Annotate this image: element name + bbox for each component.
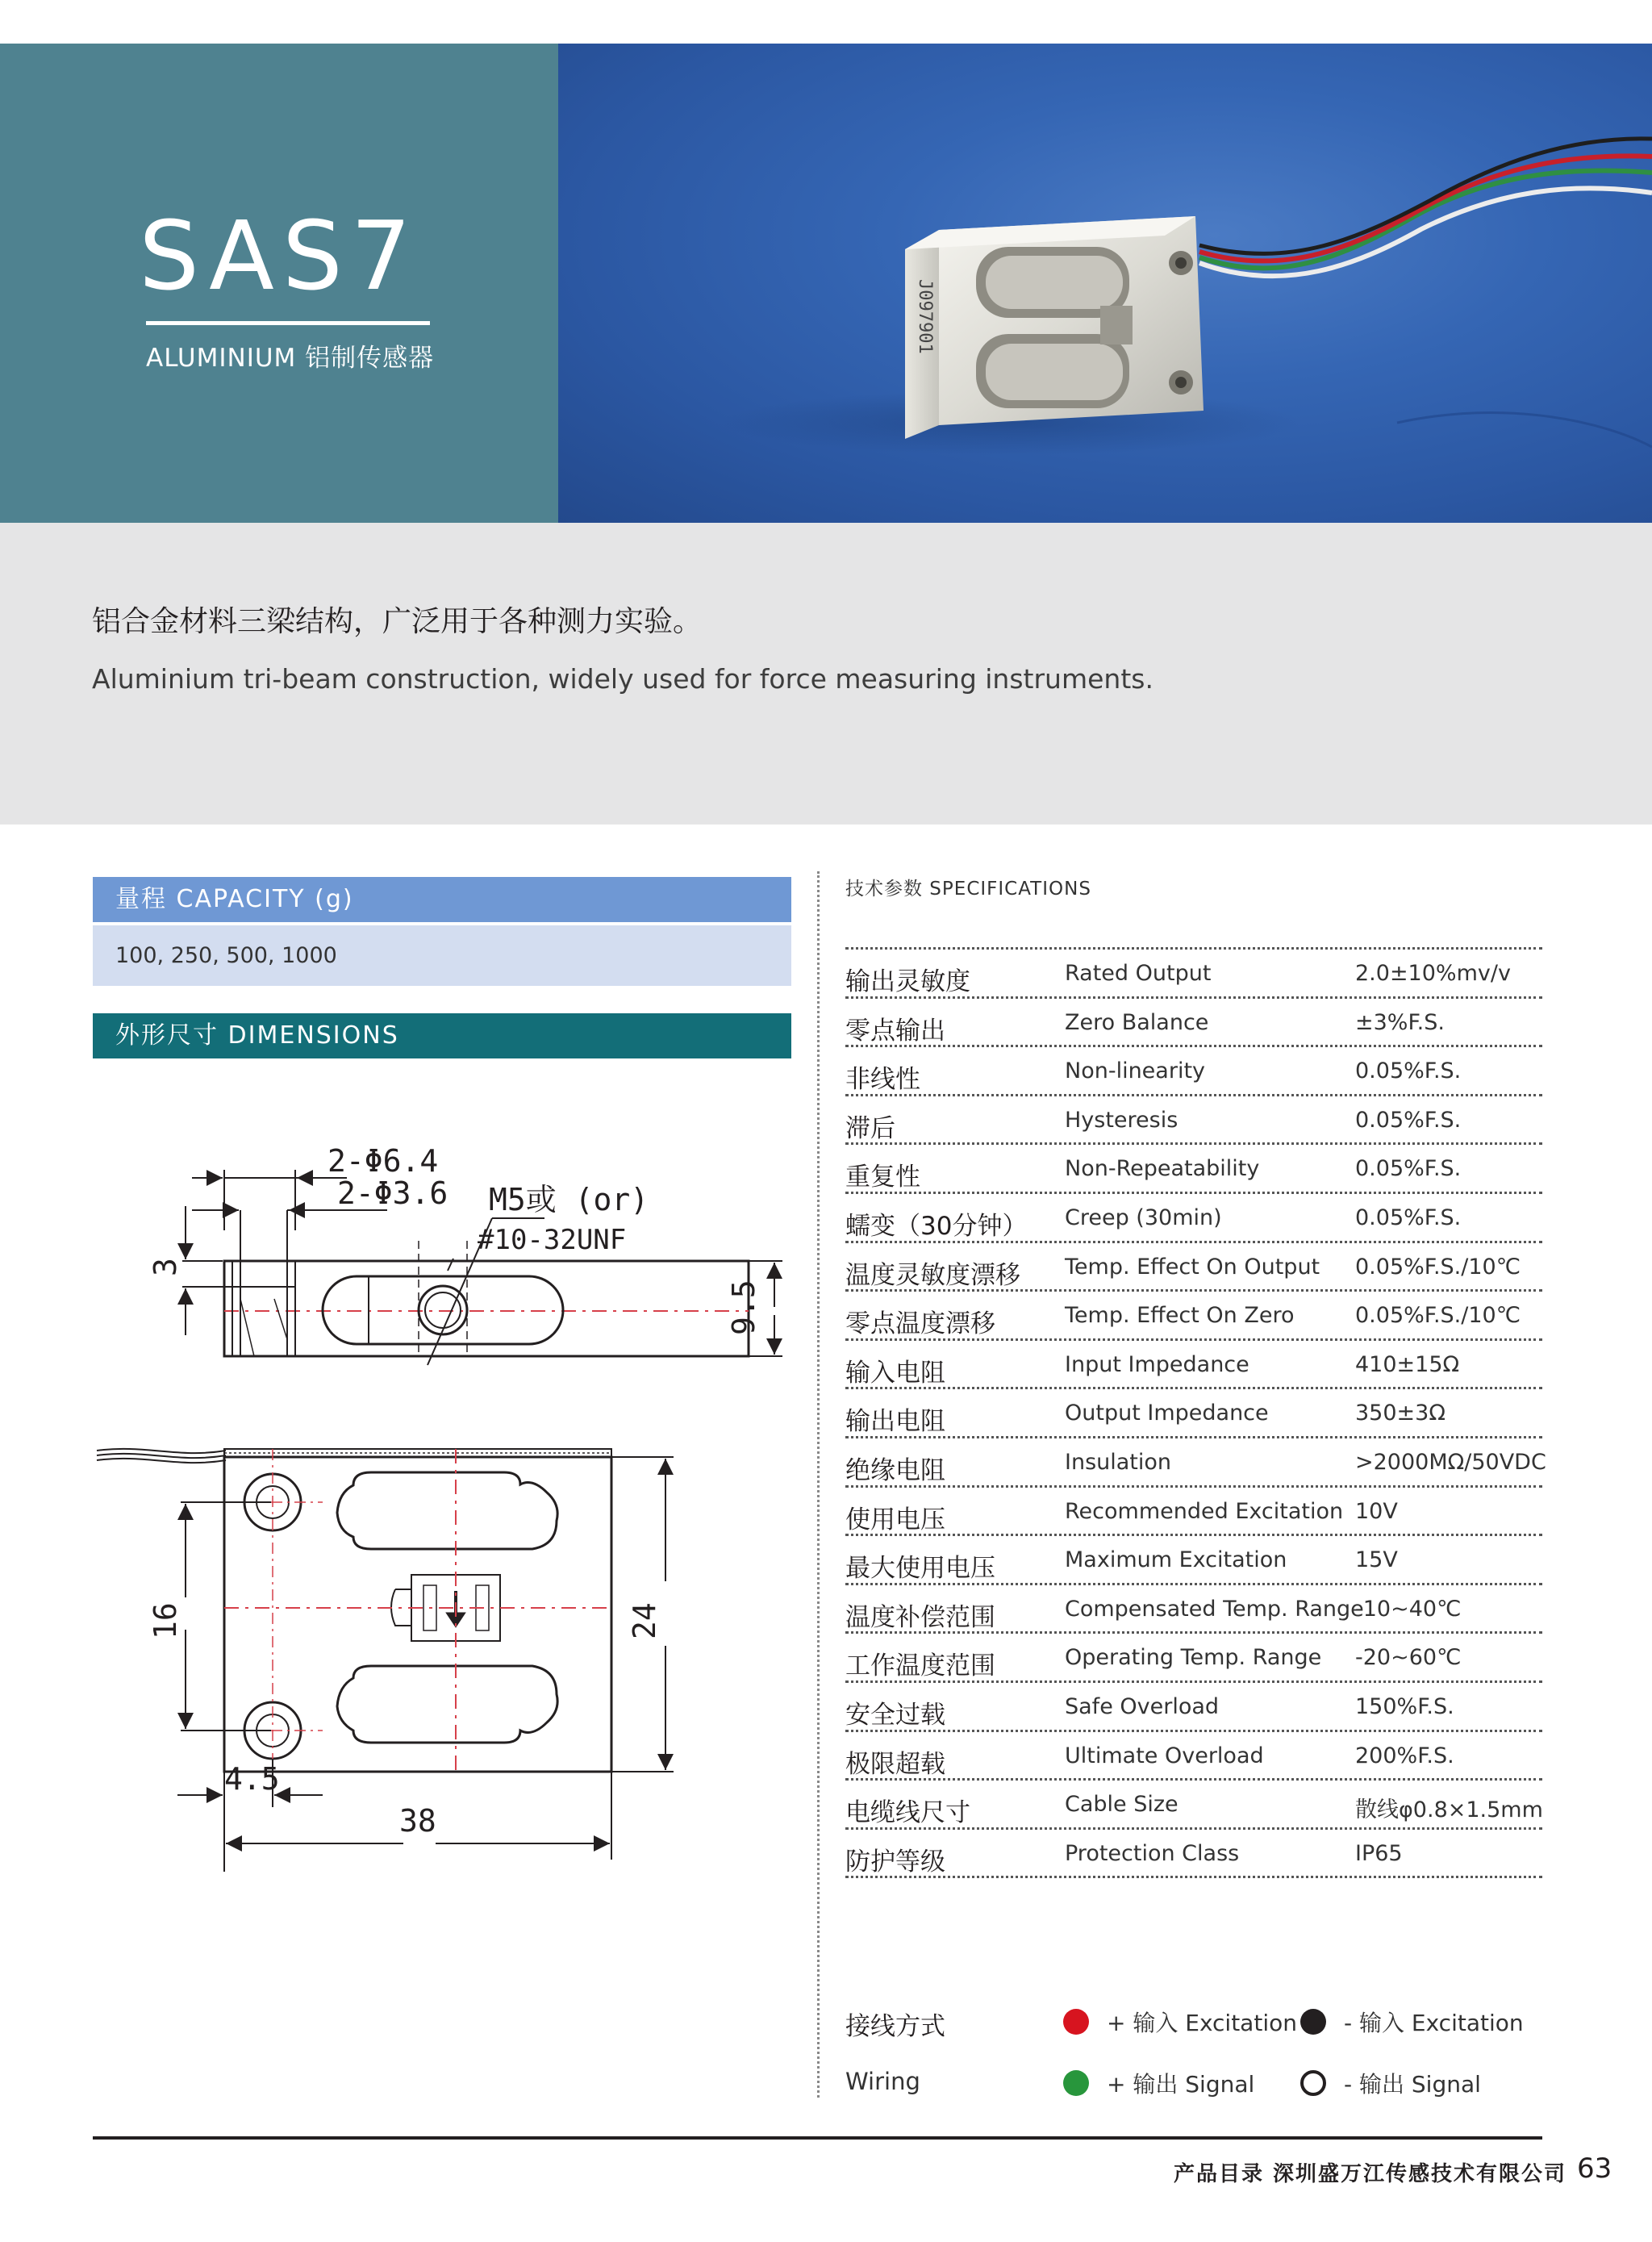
spec-row [845, 1680, 1542, 1730]
spec-value: 410±15Ω [1355, 1351, 1460, 1377]
spec-cn: 非线性 [845, 1065, 920, 1095]
footer-catalog: 产品目录 深圳盛万江传感技术有限公司 [1174, 2162, 1567, 2186]
photo-serial-marking: J097901 [915, 279, 935, 354]
spec-en: Insulation [1065, 1449, 1172, 1475]
spec-row [845, 1192, 1542, 1241]
spec-en: Temp. Effect On Output [1065, 1254, 1320, 1280]
spec-cn: 绝缘电阻 [845, 1455, 945, 1485]
dimensions-heading: 外形尺寸 DIMENSIONS [93, 1013, 791, 1058]
spec-row [845, 1583, 1542, 1632]
column-divider [817, 871, 820, 2098]
page-number: 63 [1577, 2152, 1612, 2185]
spec-cn: 输出灵敏度 [845, 967, 970, 996]
dim-38: 38 [399, 1803, 436, 1839]
spec-value: 0.05%F.S. [1355, 1205, 1462, 1230]
spec-row [845, 1730, 1542, 1779]
spec-en: Recommended Excitation [1065, 1498, 1344, 1524]
spec-row [845, 1436, 1546, 1485]
spec-value: 200%F.S. [1355, 1743, 1454, 1768]
spec-en: Rated Output [1065, 961, 1212, 986]
spec-value: 150%F.S. [1355, 1693, 1454, 1719]
spec-cn: 重复性 [845, 1163, 920, 1192]
spec-en: Input Impedance [1065, 1351, 1249, 1377]
spec-row [845, 1534, 1542, 1583]
capacity-heading: 量程 CAPACITY (g) [93, 877, 791, 922]
spec-en: Compensated Temp. Range [1065, 1596, 1364, 1622]
dim-3: 3 [148, 1258, 183, 1276]
spec-en: Creep (30min) [1065, 1205, 1222, 1230]
product-photo [558, 44, 1652, 523]
wiring-item-label: + 输出 Signal [1107, 2071, 1255, 2098]
green-wire-dot [1063, 2070, 1089, 2096]
capacity-values: 100, 250, 500, 1000 [93, 925, 791, 986]
spec-en: Operating Temp. Range [1065, 1645, 1322, 1671]
spec-en: Temp. Effect On Zero [1065, 1303, 1295, 1329]
spec-en: Output Impedance [1065, 1401, 1269, 1426]
spec-cn: 滞后 [845, 1113, 895, 1143]
white-wire-dot [1300, 2070, 1326, 2096]
spec-en: Ultimate Overload [1065, 1743, 1264, 1768]
dim-thread-metric: M5或 (or) [489, 1182, 649, 1217]
spec-row [845, 1094, 1542, 1143]
intro-english: Aluminium tri-beam construction, widely used for force measuring instruments. [92, 663, 1153, 695]
spec-value: 0.05%F.S. [1355, 1156, 1462, 1182]
spec-en: Safe Overload [1065, 1693, 1220, 1719]
dimension-drawing [81, 1065, 807, 1872]
spec-en: Maximum Excitation [1065, 1547, 1287, 1573]
spec-value: 15V [1355, 1547, 1398, 1573]
spec-value: IP65 [1355, 1840, 1403, 1866]
spec-row [845, 1338, 1542, 1388]
spec-en: Protection Class [1065, 1840, 1240, 1866]
specs-table [845, 947, 1546, 1878]
title-underline [146, 321, 430, 325]
wiring-signal-negative [1300, 2067, 1481, 2099]
spec-cn: 输入电阻 [845, 1358, 945, 1388]
wiring-excitation-negative [1300, 2006, 1524, 2038]
spec-en: Hysteresis [1065, 1107, 1179, 1133]
spec-value: 10V [1355, 1498, 1398, 1524]
spec-row [845, 1631, 1542, 1680]
spec-en: Zero Balance [1065, 1009, 1209, 1035]
dim-hole-large: 2-Φ6.4 [327, 1143, 439, 1179]
dim-9-5: 9.5 [726, 1280, 761, 1335]
spec-row [845, 1142, 1542, 1192]
dim-16: 16 [148, 1602, 183, 1639]
spec-cn: 蠕变（30分钟） [845, 1211, 1028, 1241]
wiring-item-label: - 输出 Signal [1344, 2071, 1481, 2098]
dim-hole-small: 2-Φ3.6 [337, 1175, 448, 1211]
specs-heading: 技术参数 SPECIFICATIONS [845, 879, 1091, 900]
wiring-item-label: - 输入 Excitation [1344, 2010, 1524, 2036]
dim-4-5: 4.5 [224, 1761, 280, 1797]
spec-value: >2000MΩ/50VDC [1355, 1449, 1546, 1475]
spec-value: 0.05%F.S. [1355, 1107, 1462, 1133]
spec-row [845, 1485, 1542, 1534]
spec-row [845, 1045, 1542, 1094]
spec-cn: 零点温度漂移 [845, 1309, 995, 1339]
spec-en: Non-linearity [1065, 1058, 1206, 1084]
spec-cn: 电缆线尺寸 [845, 1798, 970, 1828]
red-wire-dot [1063, 2009, 1089, 2035]
spec-cn: 极限超载 [845, 1749, 945, 1779]
spec-row [845, 996, 1542, 1046]
wiring-label-en: Wiring [845, 2068, 920, 2095]
spec-en: Cable Size [1065, 1792, 1179, 1818]
spec-row [845, 1241, 1542, 1290]
black-wire-dot [1300, 2009, 1326, 2035]
intro-chinese: 铝合金材料三梁结构，广泛用于各种测力实验。 [92, 605, 703, 638]
spec-value: 散线φ0.8×1.5mm [1355, 1797, 1543, 1823]
spec-cn: 温度灵敏度漂移 [845, 1260, 1020, 1290]
wiring-signal-positive [1063, 2067, 1254, 2099]
dim-24: 24 [627, 1602, 662, 1639]
spec-row [845, 947, 1542, 996]
spec-cn: 温度补偿范围 [845, 1602, 995, 1632]
spec-value: 2.0±10%mv/v [1355, 961, 1511, 986]
spec-cn: 防护等级 [845, 1847, 945, 1877]
spec-value: 0.05%F.S. [1355, 1058, 1462, 1084]
wiring-label-cn: 接线方式 [845, 2012, 945, 2041]
spec-cn: 安全过载 [845, 1700, 945, 1730]
spec-cn: 输出电阻 [845, 1407, 945, 1437]
spec-row [845, 1289, 1542, 1338]
footer-rule [93, 2136, 1542, 2140]
spec-value: -10~40℃ [1355, 1596, 1462, 1622]
spec-value: 0.05%F.S./10℃ [1355, 1254, 1521, 1280]
spec-value: 350±3Ω [1355, 1401, 1446, 1426]
spec-value: -20~60℃ [1355, 1645, 1462, 1671]
dim-thread-unf: #10-32UNF [478, 1224, 627, 1256]
product-model-title: SAS7 [139, 200, 419, 311]
spec-row [845, 1778, 1542, 1827]
spec-value: ±3%F.S. [1355, 1009, 1445, 1035]
wiring-item-label: + 输入 Excitation [1107, 2010, 1297, 2036]
spec-cn: 最大使用电压 [845, 1554, 995, 1584]
spec-row [845, 1827, 1542, 1878]
spec-row [845, 1387, 1542, 1436]
product-subtitle: ALUMINIUM 铝制传感器 [146, 344, 435, 373]
spec-en: Non-Repeatability [1065, 1156, 1260, 1182]
wiring-excitation-positive [1063, 2006, 1297, 2038]
spec-cn: 使用电压 [845, 1505, 945, 1534]
spec-cn: 零点输出 [845, 1016, 945, 1046]
spec-value: 0.05%F.S./10℃ [1355, 1303, 1521, 1329]
spec-cn: 工作温度范围 [845, 1651, 995, 1681]
